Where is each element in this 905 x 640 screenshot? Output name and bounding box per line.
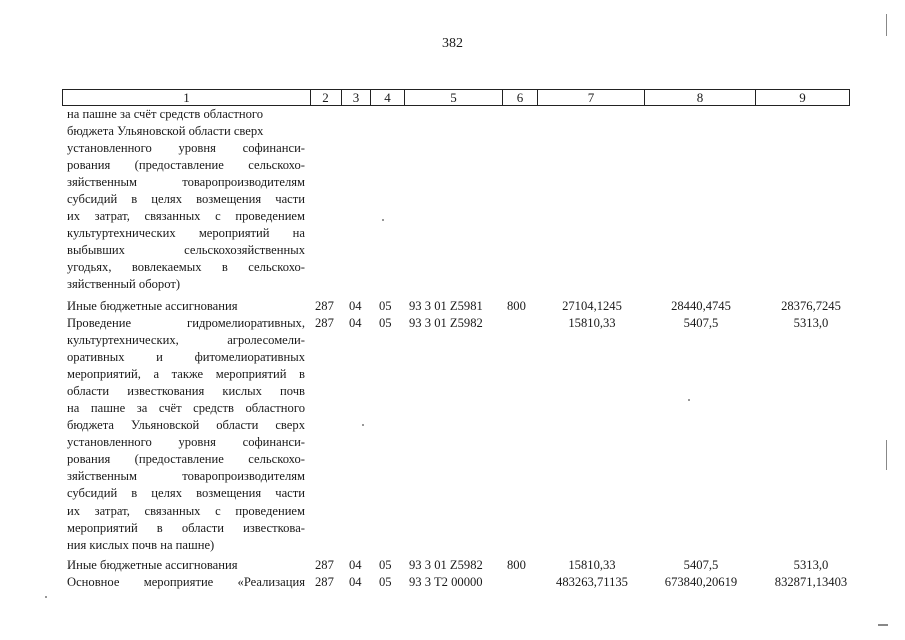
description-line: их затрат, связанных с проведением [67,503,305,518]
description-line: мероприятий, а также мероприятий в [67,367,305,382]
description-line: культуртехнических, агролесомели- [67,333,305,348]
description-line: зяйственным товаропроизводителям [67,469,305,484]
description-line: области известкования кислых почв [67,384,305,399]
description-line: бюджета Ульяновской области сверх [67,124,264,139]
description-line: культуртехнических мероприятий на [67,226,305,241]
description-line: выбывших сельскохозяйственных [67,243,305,258]
page-number: 382 [442,36,463,51]
header-col-1: 1 [62,89,311,106]
header-col-9: 9 [756,89,850,106]
scan-edge-mark [886,440,887,470]
description-line: зяйственным товаропроизводителям [67,175,305,190]
row-description [67,106,305,294]
cell-amount-3: 5313,0 [793,558,829,572]
cell-subsection: 05 [379,575,392,589]
description-line: субсидий в целях возмещения части [67,486,305,501]
cell-expense-type: 800 [507,558,526,572]
row-description [67,557,305,574]
cell-amount-2: 673840,20619 [664,575,738,589]
row-description [67,315,305,554]
cell-amount-1: 27104,1245 [562,299,622,313]
header-col-5: 5 [405,89,503,106]
description-line: Иные бюджетные ассигнования [67,299,238,313]
cell-section: 04 [349,575,362,589]
cell-target-article: 93 3 01 Z5982 [409,316,483,330]
cell-admin-code: 287 [315,575,334,589]
cell-target-article: 93 3 01 Z5982 [409,558,483,572]
header-col-8: 8 [645,89,756,106]
header-col-7: 7 [538,89,645,106]
cell-section: 04 [349,316,362,330]
row-description [67,574,305,591]
scan-speck [45,596,47,598]
cell-amount-1: 483263,71135 [556,575,628,589]
description-line: оративных и фитомелиоративных [67,350,305,365]
description-line: их затрат, связанных с проведением [67,209,305,224]
cell-target-article: 93 3 01 Z5981 [409,299,483,313]
description-line: Проведение гидромелиоративных, [67,316,305,330]
cell-admin-code: 287 [315,558,334,572]
scan-speck [688,399,690,401]
scan-speck [382,219,384,221]
scan-speck [362,424,364,426]
cell-subsection: 05 [379,299,392,313]
header-col-4: 4 [371,89,405,106]
description-line: Иные бюджетные ассигнования [67,558,238,572]
cell-amount-1: 15810,33 [568,316,616,330]
description-line: ния кислых почв на пашне) [67,537,215,552]
cell-section: 04 [349,299,362,313]
description-line: Основное мероприятие «Реализация [67,575,305,589]
scan-edge-mark [886,14,887,36]
description-line: установленного уровня софинанси- [67,141,305,156]
cell-expense-type: 800 [507,299,526,313]
cell-amount-2: 5407,5 [683,558,719,572]
cell-admin-code: 287 [315,299,334,313]
row-description [67,298,305,315]
cell-amount-2: 28440,4745 [671,299,731,313]
cell-amount-1: 15810,33 [568,558,616,572]
description-line: мероприятий в области известкова- [67,520,305,535]
cell-amount-2: 5407,5 [683,316,719,330]
cell-target-article: 93 3 T2 00000 [409,575,483,589]
scan-edge-mark [878,624,888,626]
description-line: зяйственный оборот) [67,277,181,292]
cell-amount-3: 5313,0 [793,316,829,330]
table-header [62,89,850,106]
description-line: субсидий в целях возмещения части [67,192,305,207]
description-line: угодьях, вовлекаемых в сельскохо- [67,260,305,275]
header-col-2: 2 [310,89,342,106]
description-line: на пашне за счёт средств областного [67,107,264,121]
cell-amount-3: 28376,7245 [781,299,841,313]
description-line: бюджета Ульяновской области сверх [67,418,305,433]
header-col-6: 6 [503,89,538,106]
cell-admin-code: 287 [315,316,334,330]
description-line: рования (предоставление сельскохо- [67,452,305,467]
cell-section: 04 [349,558,362,572]
cell-subsection: 05 [379,558,392,572]
cell-amount-3: 832871,13403 [774,575,848,589]
cell-subsection: 05 [379,316,392,330]
description-line: установленного уровня софинанси- [67,435,305,450]
description-line: рования (предоставление сельскохо- [67,158,305,173]
description-line: на пашне за счёт средств областного [67,401,305,416]
header-col-3: 3 [342,89,371,106]
